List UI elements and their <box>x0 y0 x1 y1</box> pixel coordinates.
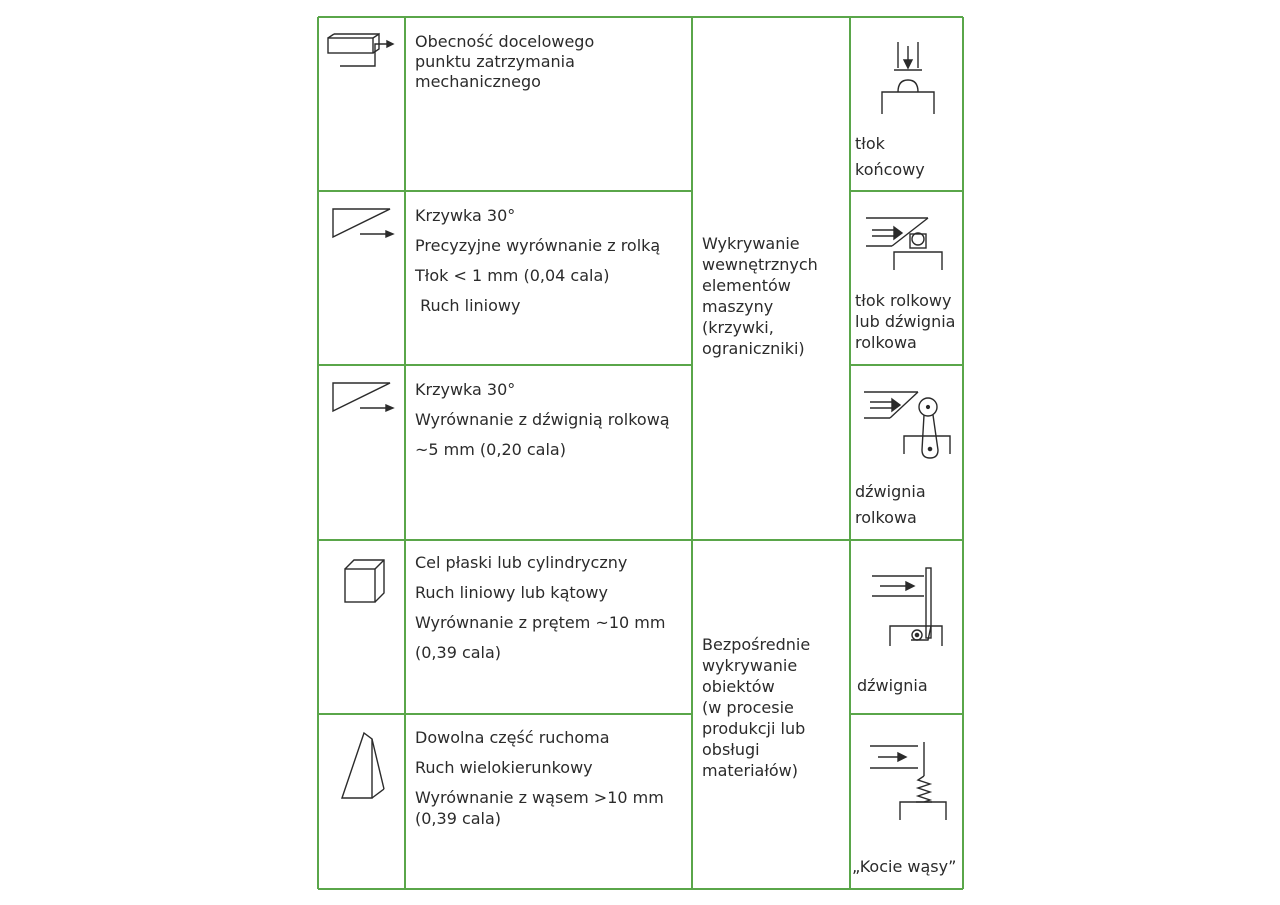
description-line: Precyzyjne wyrównanie z rolką <box>415 236 661 255</box>
actuator-label <box>855 131 925 183</box>
description-line: (0,39 cala) <box>415 643 502 662</box>
description-line: Ruch liniowy lub kątowy <box>415 583 608 602</box>
actuator-line: rolkowa <box>855 508 917 527</box>
group-line: wykrywanie <box>702 656 798 675</box>
roller-plunger-icon <box>862 212 952 274</box>
group-label-internal <box>702 233 818 359</box>
group-line: maszyny <box>702 297 774 316</box>
group-line: Wykrywanie <box>702 234 800 253</box>
description-line: Krzywka 30° <box>415 380 516 399</box>
description-line: punktu zatrzymania <box>415 52 575 71</box>
group-line: produkcji lub <box>702 719 806 738</box>
row-description <box>415 375 670 465</box>
actuator-label <box>855 290 955 353</box>
target-bar-icon <box>325 30 405 70</box>
group-line: ograniczniki) <box>702 339 805 358</box>
rod-lever-icon <box>868 564 952 650</box>
row-description <box>415 723 664 829</box>
row-description <box>415 548 665 668</box>
description-line: ~5 mm (0,20 cala) <box>415 440 566 459</box>
group-line: obsługi <box>702 740 760 759</box>
roller-lever-icon <box>860 386 960 466</box>
cam-30-icon <box>330 379 400 415</box>
description-line: Obecność docelowego <box>415 32 595 51</box>
description-line: Ruch wielokierunkowy <box>415 758 593 777</box>
actuator-label <box>855 479 926 531</box>
cube-icon <box>340 556 390 606</box>
group-line: wewnętrznych <box>702 255 818 274</box>
actuator-line: dźwignia <box>857 676 928 695</box>
cam-30-icon <box>330 205 400 241</box>
description-line: Tłok < 1 mm (0,04 cala) <box>415 266 610 285</box>
group-line: materiałów) <box>702 761 798 780</box>
description-line: Wyrównanie z wąsem >10 mm <box>415 788 664 807</box>
description-line: Dowolna część ruchoma <box>415 728 610 747</box>
group-line: (w procesie <box>702 698 794 717</box>
group-line: (krzywki, <box>702 318 774 337</box>
wedge-icon <box>338 731 388 801</box>
actuator-line: dźwignia <box>855 482 926 501</box>
group-label-direct <box>702 634 810 781</box>
actuator-label <box>857 676 928 696</box>
description-line: (0,39 cala) <box>415 809 502 828</box>
end-plunger-icon <box>876 40 940 116</box>
actuator-line: tłok <box>855 134 885 153</box>
actuator-line: „Kocie wąsy” <box>852 857 957 876</box>
row-description <box>415 32 594 92</box>
description-line: Cel płaski lub cylindryczny <box>415 553 628 572</box>
whisker-spring-icon <box>866 740 950 822</box>
description-line: mechanicznego <box>415 72 541 91</box>
group-line: Bezpośrednie <box>702 635 811 654</box>
actuator-line: końcowy <box>855 160 925 179</box>
actuator-label <box>852 857 956 877</box>
description-line: Krzywka 30° <box>415 206 516 225</box>
description-line: Ruch liniowy <box>415 296 521 315</box>
group-line: elementów <box>702 276 791 295</box>
actuator-line: lub dźwignia <box>855 312 956 331</box>
actuator-line: tłok rolkowy <box>855 291 952 310</box>
row-description <box>415 201 660 321</box>
actuator-line: rolkowa <box>855 333 917 352</box>
description-line: Wyrównanie z dźwignią rolkową <box>415 410 670 429</box>
group-line: obiektów <box>702 677 775 696</box>
description-line: Wyrównanie z prętem ~10 mm <box>415 613 666 632</box>
